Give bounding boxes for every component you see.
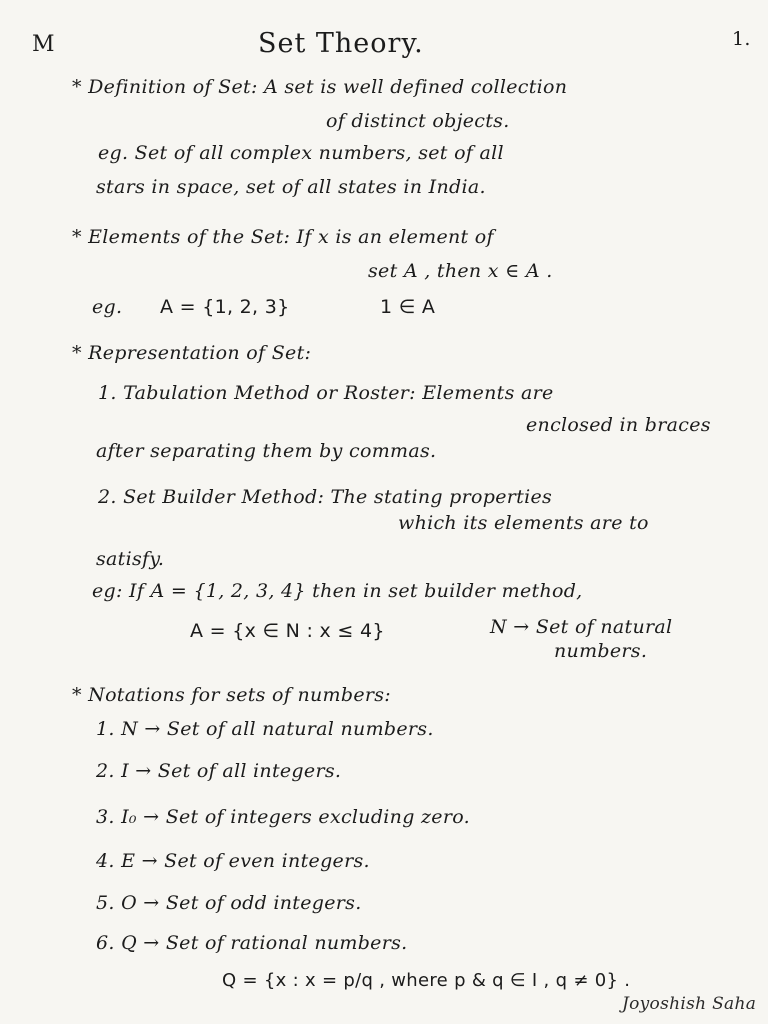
page-title: Set Theory.	[258, 28, 424, 59]
margin-letter: M	[32, 32, 55, 57]
natural-numbers-note-1: N → Set of natural	[490, 616, 673, 638]
notation-item-5: 5. O → Set of odd integers.	[96, 892, 362, 914]
roster-line-3: after separating them by commas.	[96, 440, 437, 462]
natural-numbers-note-2: numbers.	[554, 640, 648, 662]
set-builder-formula: A = {x ∈ N : x ≤ 4}	[190, 620, 385, 642]
set-builder-line-1: 2. Set Builder Method: The stating properties	[98, 486, 553, 508]
elements-line-1: * Elements of the Set: If x is an element of	[72, 226, 494, 248]
roster-line-1: 1. Tabulation Method or Roster: Elements are	[98, 382, 554, 404]
notations-heading: * Notations for sets of numbers:	[72, 684, 391, 706]
elements-line-2: set A , then x ∈ A .	[368, 260, 553, 282]
elements-example-member: 1 ∈ A	[380, 296, 436, 318]
elements-example-set: A = {1, 2, 3}	[160, 296, 290, 318]
representation-heading: * Representation of Set:	[72, 342, 312, 364]
definition-line-1: * Definition of Set: A set is well defined collection	[72, 76, 568, 98]
author-signature: Joyoshish Saha	[622, 994, 757, 1014]
set-builder-line-2: which its elements are to	[398, 512, 649, 534]
definition-example-2: stars in space, set of all states in India.	[96, 176, 486, 198]
notation-item-1: 1. N → Set of all natural numbers.	[96, 718, 434, 740]
notation-item-2: 2. I → Set of all integers.	[96, 760, 342, 782]
elements-example-label: eg.	[92, 296, 123, 318]
definition-line-2: of distinct objects.	[326, 110, 510, 132]
definition-example-1: eg. Set of all complex numbers, set of all	[98, 142, 504, 164]
rational-numbers-definition: Q = {x : x = p/q , where p & q ∈ I , q ≠ 0} .	[222, 970, 631, 991]
set-builder-example: eg: If A = {1, 2, 3, 4} then in set builder method,	[92, 580, 583, 602]
notation-item-3: 3. I₀ → Set of integers excluding zero.	[96, 806, 470, 828]
notation-item-4: 4. E → Set of even integers.	[96, 850, 370, 872]
page-number: 1.	[732, 28, 751, 50]
roster-line-2: enclosed in braces	[526, 414, 711, 436]
notation-item-6: 6. Q → Set of rational numbers.	[96, 932, 408, 954]
set-builder-line-3: satisfy.	[96, 548, 165, 570]
